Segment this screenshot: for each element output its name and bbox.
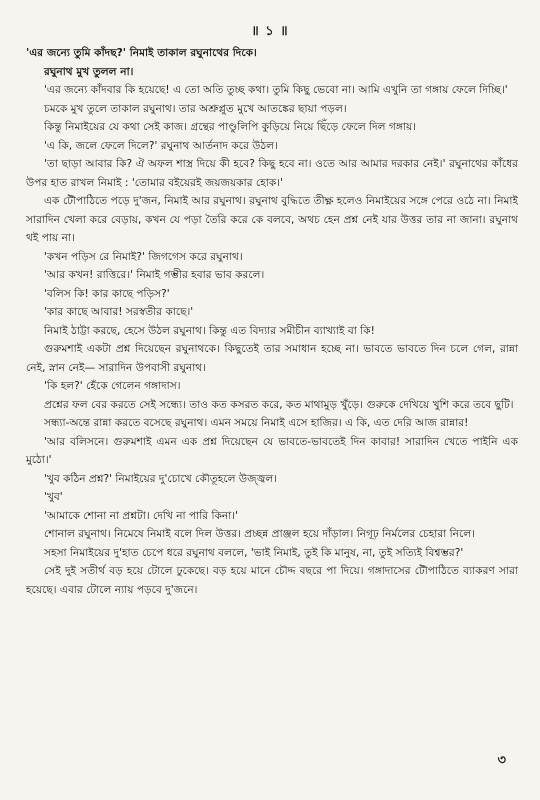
chapter-header: ॥ ১ ॥ (251, 24, 289, 39)
paragraph: গুরুমশাই একটা প্রশ্ন দিয়েছেন রঘুনাথকে। কিছুতেই তার সমাধান হচ্ছে না। ভাবতে ভাবতে দিন চলে গেল, রান্না নেই, স্নান নেই— সারাদিন উপবাসী রঘুনাথ। (26, 343, 518, 374)
paragraph: প্রশ্নের ফল বের করতে সেই সন্ধ্যে। তাও কত কসরত করে, কত মাথামুড় খুঁড়ে। গুরুকে দেখিয়ে খুশি করে তবে ছুটি। (44, 398, 514, 411)
paragraph: সেই দুই সতীর্থ বড় হয়ে টোলে ঢুকেছে। বড় হয়ে মানে চৌদ্দ বছরে পা দিয়ে। গঙ্গাদাসের টৌপাঠিতে ব্যাকরণ সারা হয়েছে। এবার টোলে ন্যায় পড়বে দু'জনে। (26, 565, 518, 596)
paragraph: 'বলিস কি! কার কাছে পড়িস?' (44, 287, 170, 300)
paragraph: এক টৌপাঠিতে পড়ে দু'জন, নিমাই আর রঘুনাথ। রঘুনাথ বুদ্ধিতে তীক্ষ্ণ হলেও নিমাইয়ের সঙ্গে পেরে ওঠে না। নিমাই সারাদিন খেলা করে বেড়ায়, কখন যে পড়া তৈরি করে কে বলবে, অথচ হেন প্রশ্ন নেই যার উত্তর তার না জানা। রঘুনাথ থই পায় না। (26, 195, 518, 244)
paragraph: 'তা ছাড়া আবার কি? ঐ অফল শাস্ত্র দিয়ে কী হবে? কিছু হবে না। ওতে আর আমার দরকার নেই।' রঘুনাথের কাঁধের উপর হাত রাখল নিমাই : 'তোমার বইয়েরই জয়জয়কার হোক।' (26, 158, 518, 189)
paragraph: 'কি হল?' হেঁকে গেলেন গঙ্গাদাস। (44, 380, 181, 392)
paragraph: 'খুব' (44, 491, 63, 503)
paragraph: সন্ধ্যা-অন্তে রান্না করতে বসেছে রঘুনাথ। এমন সময়ে নিমাই এসে হাজির। এ কি, এত দেরি আজ রান্নার! (44, 417, 469, 429)
paragraph: 'আর বলিসনে। গুরুমশাই এমন এক প্রশ্ন দিয়েছেন যে ভাবতে-ভাবতেই দিন কাবার! সারাদিন খেতে পাইনি এক মুঠো।' (26, 435, 518, 466)
paragraph: কিন্তু নিমাইয়ের যে কথা সেই কাজ। গ্রন্থের পাণ্ডুলিপি কুড়িয়ে নিয়ে ছিঁড়ে ফেলে দিল গঙ্গায়। (44, 121, 417, 133)
paragraph: শোনাল রঘুনাথ। নিমেষে নিমাই বলে দিল উত্তর। প্রচ্ছন্ন প্রাঞ্জল হয়ে দাঁড়াল। নিগূঢ় নির্মলের চেহারা নিলে। (44, 528, 475, 540)
page-body (26, 44, 518, 599)
paragraph: 'খুব কঠিন প্রশ্ন?' নিমাইয়ের দু'চোখে কৌতূহলে উজ্জ্বল। (44, 472, 278, 485)
paragraph: সহসা নিমাইয়ের দু'হাত চেপে ধরে রঘুনাথ বললে, 'ভাই নিমাই, তুই কি মানুষ, না, তুই সত্যিই বিশ্বম্ভর?' (44, 546, 464, 559)
paragraph: 'এর জন্যে তুমি কাঁদছ?' নিমাই তাকাল রঘুনাথের দিকে। (26, 47, 257, 59)
paragraph: 'আর কখন! রাত্তিরে।' নিমাই গম্ভীর হবার ভাব করলে। (44, 269, 265, 281)
paragraph: 'এ কি, জলে ফেলে দিলে?' রঘুনাথ আর্তনাদ করে উঠল। (44, 139, 278, 152)
paragraph: চমকে মুখ তুলে তাকাল রঘুনাথ। তার অশ্রুপ্লুত মুখে আতঙ্কের ছায়া পড়ল। (44, 102, 347, 115)
paragraph: নিমাই ঠাট্টা করছে, হেসে উঠল রঘুনাথ। কিন্তু এত বিদ্যার সমীচীন ব্যাখ্যাই বা কি! (44, 324, 375, 337)
paragraph: 'কখন পড়িস রে নিমাই?' জিগগেস করে রঘুনাথ। (44, 250, 243, 263)
paragraph: 'এর জন্যে কাঁদবার কি হয়েছে! এ তো অতি তুচ্ছ কথা। তুমি কিছু ভেবো না। আমি এখুনি তা গঙ্গায় ফেলে দিচ্ছি।' (44, 84, 508, 96)
page-number: ৩ (497, 753, 506, 768)
paragraph: 'কার কাছে আবার! সরস্বতীর কাছে।' (44, 306, 194, 318)
paragraph: রঘুনাথ মুখ তুলল না। (44, 65, 134, 78)
paragraph: 'আমাকে শোনা না প্রশ্নটা। দেখি না পারি কিনা।' (44, 509, 239, 522)
